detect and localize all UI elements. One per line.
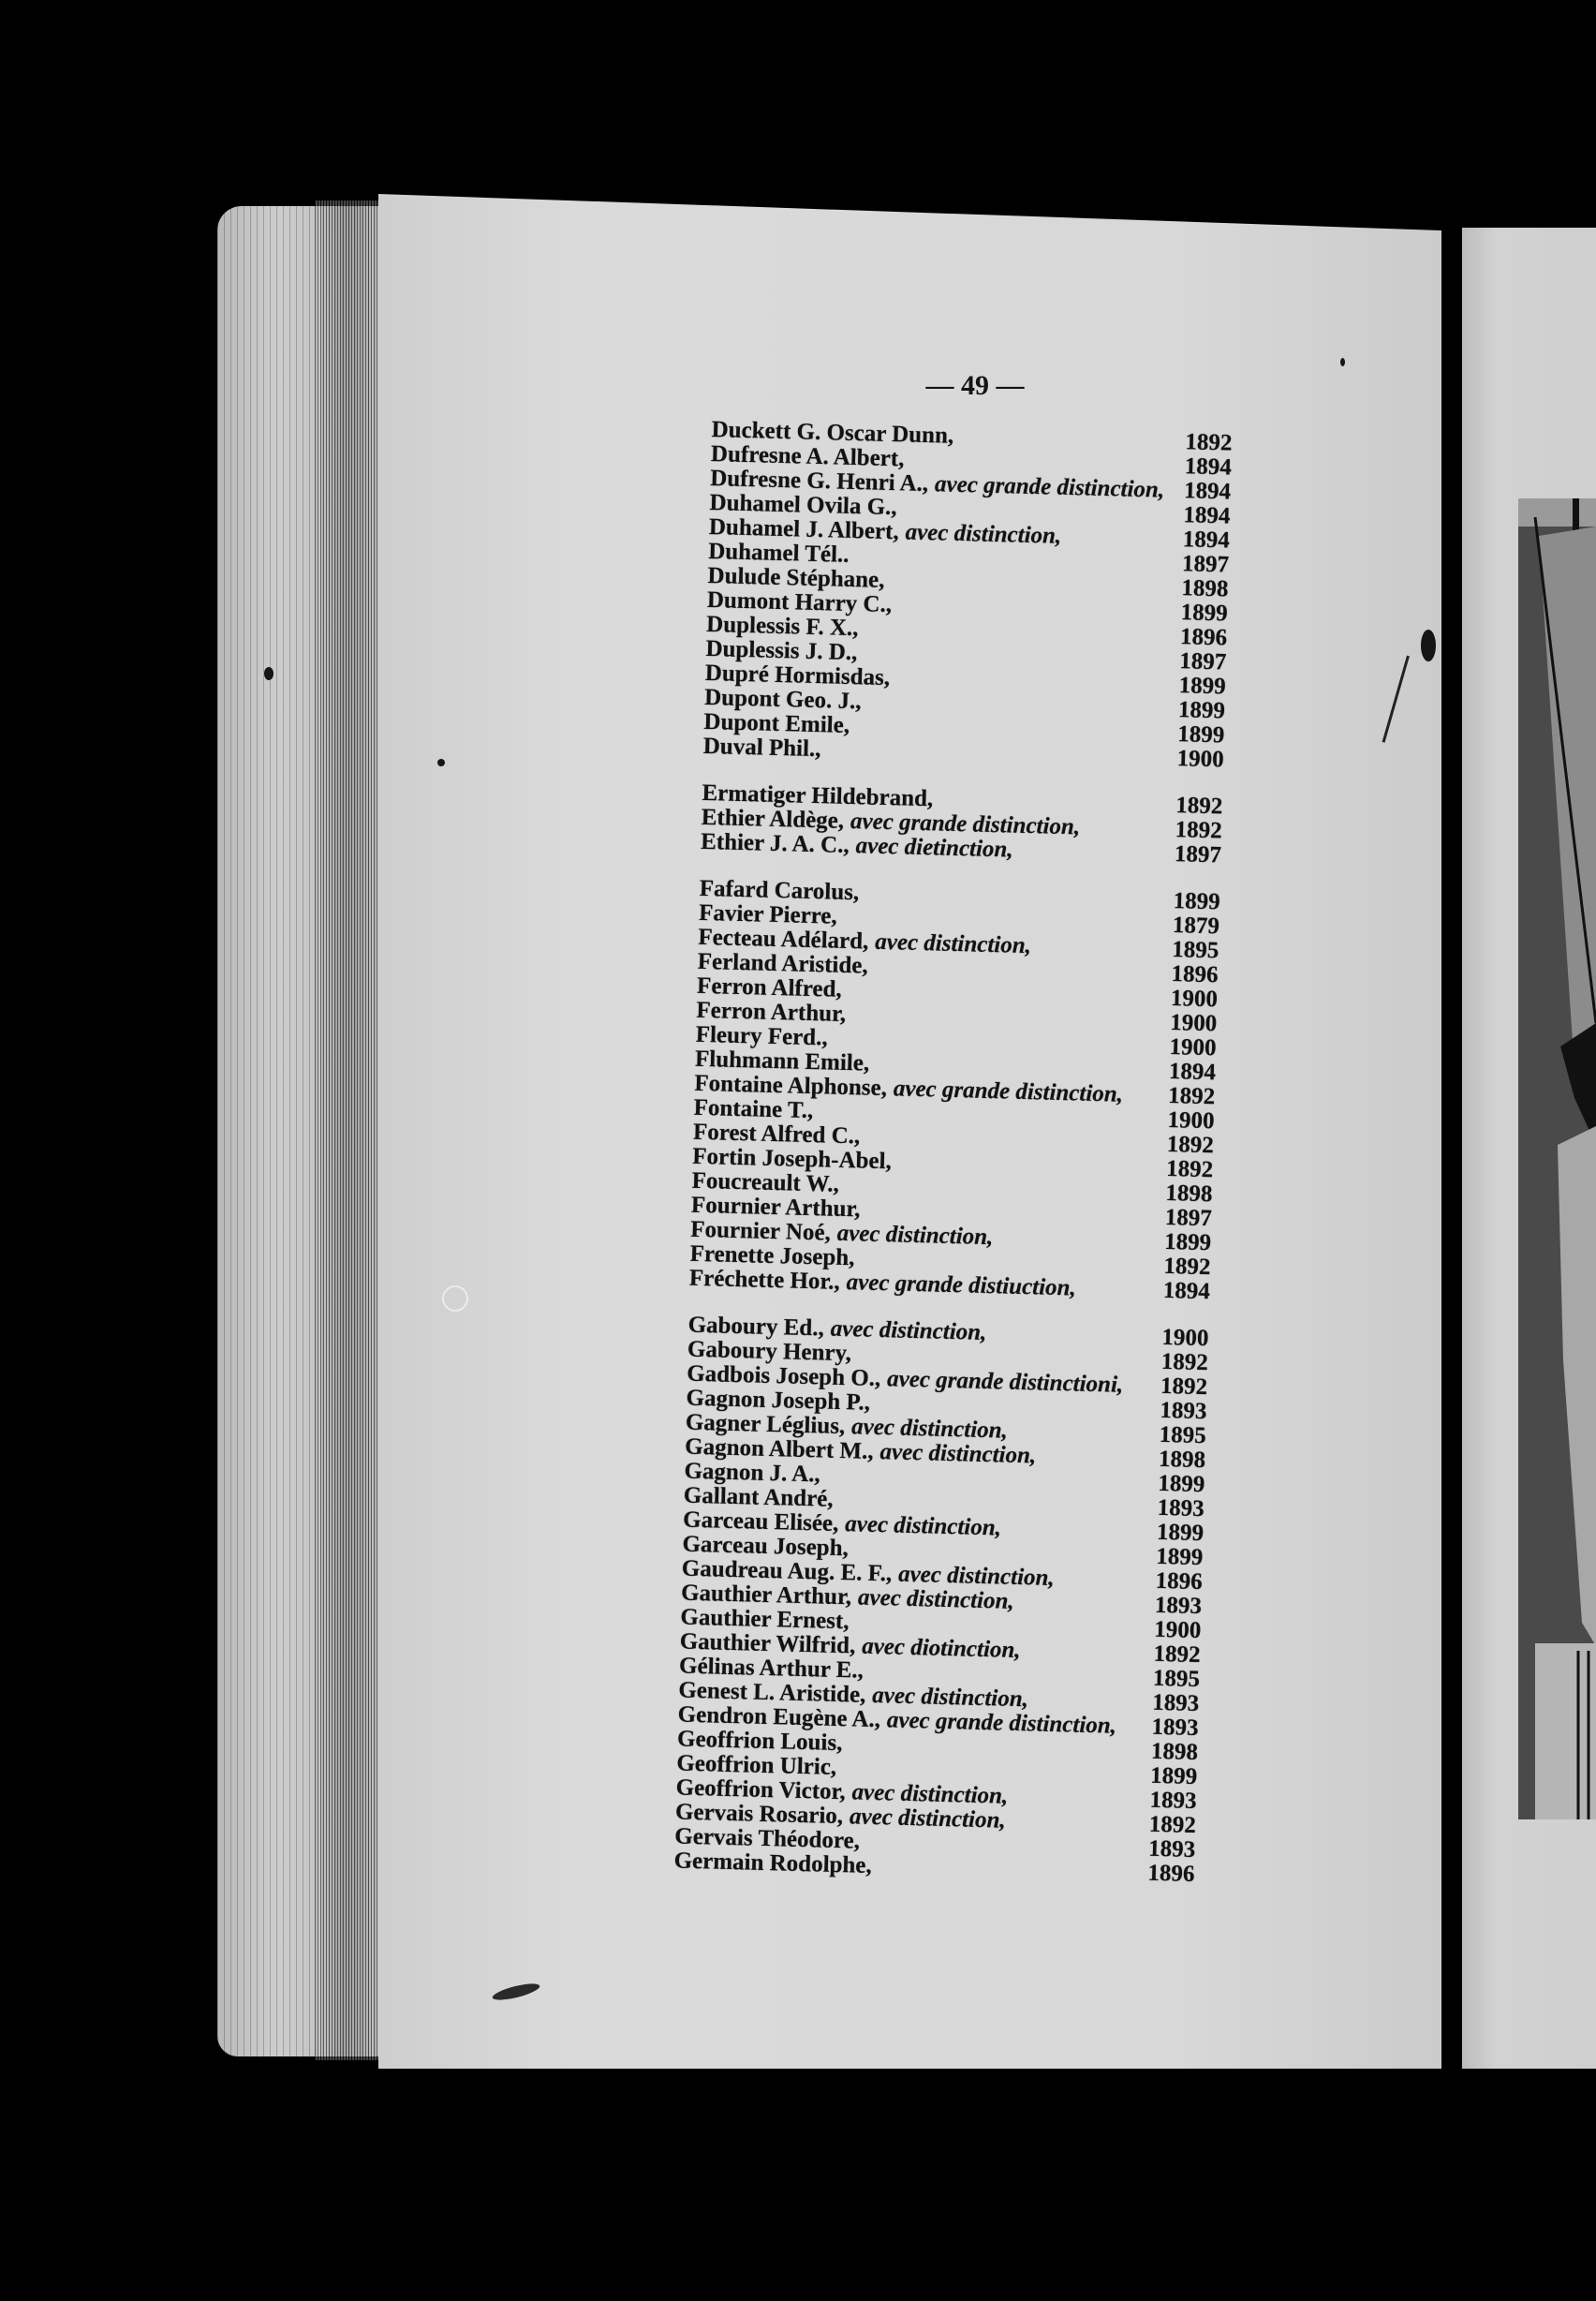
entry-name: Fafard Carolus, (699, 875, 860, 906)
entry-name: Gélinas Arthur E., (678, 1653, 864, 1684)
entry-name: Gagner Léglius, (685, 1409, 846, 1440)
entry-name: Forest Alfred C., (692, 1119, 861, 1150)
entry-name: Duhamel Tél.. (707, 538, 850, 568)
entry-year: 1896 (1147, 1860, 1195, 1888)
entry-year: 1892 (1165, 1155, 1214, 1183)
entry-name: Gauthier Wilfrid, (679, 1628, 856, 1659)
entry-year: 1900 (1169, 1034, 1217, 1061)
entry-distinction: avec distinction, (851, 1779, 1009, 1809)
entry-year: 1899 (1149, 1762, 1198, 1790)
entry-year: 1892 (1160, 1348, 1209, 1376)
entry-year: 1893 (1151, 1714, 1199, 1742)
entry-name: Gendron Eugène A., (677, 1701, 881, 1733)
entry-name: Duplessis F. X., (705, 611, 859, 642)
entry-name: Fournier Arthur, (690, 1192, 861, 1223)
entry-distinction: avec distinction, (849, 1804, 1007, 1833)
entry-year: 1899 (1180, 600, 1229, 627)
ink-speck (264, 667, 273, 680)
entry-distinction: avec grande distinctioni, (886, 1366, 1124, 1398)
entry-name: Duval Phil., (702, 733, 821, 763)
entry-name: Geoffrion Louis, (676, 1726, 843, 1757)
entry-name: Gervais Rosario, (674, 1799, 844, 1830)
entry-name: Gallant André, (683, 1482, 834, 1512)
entry-year: 1892 (1160, 1373, 1208, 1401)
entry-year: 1900 (1170, 986, 1219, 1013)
entry-year: 1899 (1155, 1543, 1204, 1571)
entry-year: 1892 (1148, 1811, 1197, 1839)
entry-name: Fontaine T., (693, 1094, 814, 1124)
entry-year: 1900 (1167, 1106, 1215, 1135)
entry-year: 1892 (1175, 793, 1223, 820)
alphabet-group-d (702, 418, 1245, 773)
entry-name: Gauthier Ernest, (680, 1604, 850, 1635)
entry-name: Gadbois Joseph O., (686, 1360, 881, 1392)
entry-name: Germain Rodolphe, (673, 1848, 873, 1878)
entry-year: 1899 (1173, 888, 1221, 915)
entry-year: 1895 (1152, 1665, 1201, 1693)
entry-name: Gagnon Albert M., (684, 1433, 874, 1464)
scan-ring (442, 1285, 468, 1312)
alphabet-group-f (689, 877, 1234, 1305)
entry-year: 1900 (1176, 746, 1224, 773)
facing-page-illustration (1518, 498, 1596, 1819)
entry-year: 1892 (1153, 1640, 1201, 1669)
entry-name: Ethier J. A. C., (700, 828, 850, 858)
entry-name: Gaboury Ed., (687, 1312, 825, 1342)
entry-distinction: avec grande distinction, (886, 1707, 1117, 1739)
entry-name: Fréchette Hor., (688, 1265, 841, 1295)
entry-name: Genest L. Aristide, (678, 1677, 866, 1708)
entry-name: Gervais Théodore, (674, 1823, 861, 1854)
entry-distinction: avec distinction, (836, 1220, 994, 1251)
entry-year: 1897 (1181, 551, 1230, 578)
entry-year: 1900 (1161, 1324, 1209, 1352)
entry-year: 1898 (1150, 1738, 1199, 1766)
entry-year: 1900 (1169, 1010, 1218, 1037)
entry-distinction: avec dietinction, (855, 833, 1014, 863)
entry-year: 1893 (1151, 1689, 1200, 1717)
entry-distinction: avec distinction, (857, 1584, 1015, 1614)
entry-year: 1893 (1160, 1397, 1207, 1425)
ink-speck (437, 759, 445, 766)
entry-distinction: avec distinction, (879, 1439, 1037, 1469)
entry-name: Duckett G. Oscar Dunn, (711, 417, 954, 449)
entry-year: 1898 (1181, 575, 1229, 602)
alphabet-group-e (701, 781, 1236, 868)
entry-name: Dufresne A. Albert, (710, 440, 905, 472)
entry-year: 1892 (1185, 429, 1233, 456)
entry-name: Ermatiger Hildebrand, (702, 779, 934, 812)
entry-name: Gagnon J. A., (684, 1458, 821, 1488)
entry-name: Dumont Harry C., (706, 586, 893, 618)
entry-distinction: avec grande distinction, (893, 1076, 1124, 1107)
entry-year: 1900 (1153, 1616, 1202, 1644)
entry-name: Fournier Noé, (689, 1216, 832, 1246)
entry-year: 1898 (1158, 1446, 1206, 1474)
alphabet-group-g (673, 1314, 1221, 1888)
entry-name: Garceau Elisée, (682, 1507, 839, 1536)
entry-name: Ferron Arthur, (696, 997, 847, 1027)
entry-name: Favier Pierre, (698, 899, 838, 929)
entry-year: 1892 (1166, 1131, 1215, 1159)
entry-year: 1895 (1159, 1421, 1207, 1449)
entry-distinction: avec distinction, (905, 519, 1062, 549)
entry-year: 1896 (1179, 624, 1228, 651)
entry-name: Fleury Ferd., (695, 1021, 829, 1051)
entry-name: Geoffrion Ulric, (676, 1750, 837, 1780)
entry-year: 1894 (1168, 1059, 1217, 1086)
entry-name: Dupont Emile, (703, 708, 850, 738)
entry-name: Fontaine Alphonse, (694, 1070, 888, 1102)
entry-year: 1897 (1174, 841, 1222, 868)
illustration-top-band (1518, 498, 1596, 527)
entry-year: 1892 (1163, 1253, 1211, 1281)
entry-name: Duhamel J. Albert, (708, 513, 900, 545)
entry-name: Gaboury Henry, (687, 1336, 852, 1367)
entry-year: 1899 (1163, 1228, 1212, 1256)
entry-year: 1893 (1157, 1494, 1205, 1522)
entry-name: Gagnon Joseph P., (686, 1385, 871, 1416)
entry-distinction: avec distinction, (872, 1682, 1029, 1713)
entry-name: Gauthier Arthur, (680, 1580, 852, 1611)
entry-year: 1899 (1178, 673, 1227, 700)
ink-speck (1421, 630, 1436, 661)
entry-year: 1895 (1171, 937, 1219, 964)
graduate-list (673, 418, 1245, 1887)
entry-name: Dupont Geo. J., (703, 684, 862, 715)
entry-year: 1896 (1171, 961, 1219, 988)
entry-name: Frenette Joseph, (689, 1240, 855, 1271)
entry-year: 1893 (1147, 1835, 1196, 1863)
entry-name: Duplessis J. D., (705, 635, 858, 666)
entry-name: Ethier Aldège, (701, 804, 845, 834)
entry-year: 1897 (1164, 1204, 1213, 1232)
entry-name: Geoffrion Victor, (675, 1774, 846, 1805)
entry-year: 1894 (1183, 478, 1232, 505)
entry-year: 1892 (1167, 1083, 1216, 1110)
entry-year: 1892 (1175, 817, 1222, 844)
ink-speck (1340, 358, 1345, 366)
entry-year: 1898 (1165, 1180, 1213, 1208)
entry-distinction: avec grande distinction, (850, 809, 1081, 840)
entry-distinction: avec grande distiuction, (846, 1269, 1077, 1301)
entry-year: 1897 (1179, 648, 1227, 675)
entry-name: Duhamel Ovila G., (709, 489, 897, 521)
entry-year: 1894 (1184, 453, 1233, 481)
entry-year: 1899 (1176, 721, 1225, 749)
entry-name: Dupré Hormisdas, (704, 660, 891, 691)
entry-name: Gaudreau Aug. E. F., (681, 1555, 893, 1587)
entry-year: 1894 (1183, 502, 1231, 529)
entry-distinction: avec distinction, (830, 1315, 987, 1346)
entry-year: 1899 (1158, 1470, 1205, 1498)
entry-distinction: avec distinction, (874, 928, 1032, 959)
entry-year: 1893 (1149, 1787, 1197, 1815)
entry-distinction: avec distinction, (844, 1511, 1002, 1541)
entry-year: 1879 (1172, 913, 1220, 940)
entry-distinction: avec grande distinction, (934, 471, 1165, 503)
entry-name: Ferland Aristide, (697, 948, 869, 979)
entry-distinction: avec distinction, (897, 1561, 1056, 1591)
entry-name: Dulude Stéphane, (707, 562, 885, 593)
entry-year: 1896 (1155, 1567, 1204, 1596)
page-stack-fore-edge (315, 200, 378, 2060)
entry-year: 1893 (1154, 1592, 1203, 1620)
entry-year: 1894 (1162, 1277, 1211, 1305)
entry-name: Ferron Alfred, (696, 972, 843, 1002)
entry-name: Foucreault W., (691, 1167, 840, 1197)
entry-name: Garceau Joseph, (682, 1531, 850, 1562)
page-number: — 49 — (925, 370, 1025, 401)
entry-year: 1894 (1182, 527, 1231, 554)
entry-distinction: avec diotinction, (861, 1633, 1021, 1664)
entry-distinction: avec distinction, (850, 1414, 1009, 1444)
entry-name: Fluhmann Emile, (694, 1046, 870, 1076)
entry-year: 1899 (1177, 697, 1226, 724)
illustration-lower-shape (1535, 1643, 1596, 1819)
entry-year: 1899 (1156, 1519, 1204, 1547)
entry-name: Fortin Joseph-Abel, (692, 1143, 893, 1175)
entry-name: Fecteau Adélard, (698, 924, 869, 955)
entry-name: Dufresne G. Henri A., (709, 465, 929, 497)
